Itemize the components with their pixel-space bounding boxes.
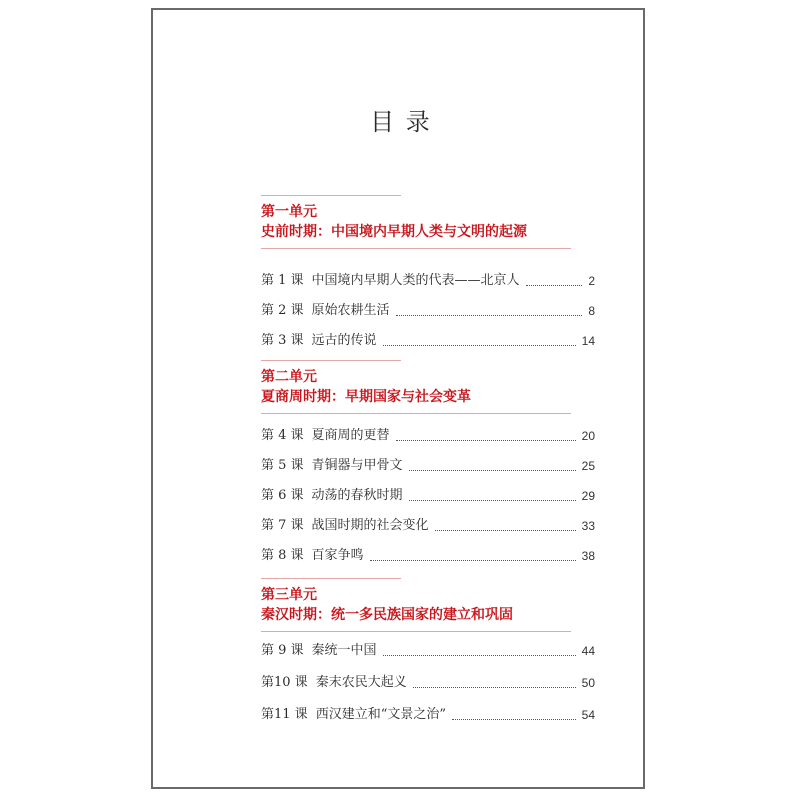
unit-header-3 (261, 578, 595, 632)
page-number: 54 (581, 708, 595, 722)
page-number: 38 (581, 549, 595, 563)
lesson-title: 秦统一中国 (311, 643, 377, 658)
unit-divider-top (261, 578, 401, 579)
toc-entry-lesson-3[interactable] (261, 330, 595, 350)
dot-leader (370, 560, 576, 561)
unit-number: 第三单元 (261, 587, 317, 603)
page-number: 8 (588, 304, 595, 318)
dot-leader (452, 719, 576, 720)
lesson-number: 第 4 课 (261, 428, 304, 443)
page-number: 29 (581, 489, 595, 503)
unit-divider-bottom (261, 631, 571, 632)
page-number: 44 (581, 644, 595, 658)
lesson-title: 中国境内早期人类的代表——北京人 (311, 273, 520, 288)
unit-divider-top (261, 195, 401, 196)
toc-entry-lesson-8[interactable] (261, 545, 595, 565)
unit-title: 史前时期：中国境内早期人类与文明的起源 (261, 224, 527, 240)
toc-title: 目 录 (370, 108, 432, 136)
lesson-title: 战国时期的社会变化 (311, 518, 429, 533)
toc-entry-lesson-10[interactable] (261, 672, 595, 692)
toc-entry-lesson-4[interactable] (261, 425, 595, 445)
lesson-number: 第 6 课 (261, 488, 304, 503)
unit-number: 第一单元 (261, 204, 317, 220)
unit-header-1 (261, 195, 595, 249)
unit-title: 秦汉时期：统一多民族国家的建立和巩固 (261, 607, 513, 623)
dot-leader (383, 345, 576, 346)
lesson-number: 第 8 课 (261, 548, 304, 563)
toc-entry-lesson-5[interactable] (261, 455, 595, 475)
lesson-title: 西汉建立和“文景之治” (315, 707, 446, 722)
page-number: 2 (588, 274, 595, 288)
dot-leader (435, 530, 576, 531)
dot-leader (409, 500, 576, 501)
lesson-title: 动荡的春秋时期 (311, 488, 403, 503)
lesson-title: 原始农耕生活 (311, 303, 390, 318)
lesson-number: 第10 课 (261, 675, 308, 690)
book-page (151, 8, 645, 789)
lesson-number: 第 3 课 (261, 333, 304, 348)
page-number: 20 (581, 429, 595, 443)
unit-divider-bottom (261, 413, 571, 414)
page-number: 25 (581, 459, 595, 473)
lesson-title: 远古的传说 (311, 333, 377, 348)
dot-leader (526, 285, 583, 286)
page-number: 50 (581, 676, 595, 690)
toc-entry-lesson-7[interactable] (261, 515, 595, 535)
dot-leader (409, 470, 576, 471)
dot-leader (383, 655, 576, 656)
unit-title: 夏商周时期：早期国家与社会变革 (261, 389, 471, 405)
page-number: 33 (581, 519, 595, 533)
unit-number: 第二单元 (261, 369, 317, 385)
dot-leader (396, 315, 583, 316)
lesson-number: 第 7 课 (261, 518, 304, 533)
toc-entry-lesson-1[interactable] (261, 270, 595, 290)
lesson-number: 第11 课 (261, 707, 308, 722)
toc-entry-lesson-11[interactable] (261, 704, 595, 724)
unit-divider-bottom (261, 248, 571, 249)
page-number: 14 (581, 334, 595, 348)
lesson-title: 百家争鸣 (311, 548, 364, 563)
toc-entry-lesson-9[interactable] (261, 640, 595, 660)
toc-entry-lesson-2[interactable] (261, 300, 595, 320)
lesson-title: 青铜器与甲骨文 (311, 458, 403, 473)
lesson-number: 第 5 课 (261, 458, 304, 473)
dot-leader (396, 440, 576, 441)
lesson-title: 夏商周的更替 (311, 428, 390, 443)
lesson-number: 第 9 课 (261, 643, 304, 658)
dot-leader (413, 687, 576, 688)
lesson-number: 第 1 课 (261, 273, 304, 288)
unit-divider-top (261, 360, 401, 361)
unit-header-2 (261, 360, 595, 414)
lesson-title: 秦末农民大起义 (315, 675, 407, 690)
lesson-number: 第 2 课 (261, 303, 304, 318)
toc-entry-lesson-6[interactable] (261, 485, 595, 505)
